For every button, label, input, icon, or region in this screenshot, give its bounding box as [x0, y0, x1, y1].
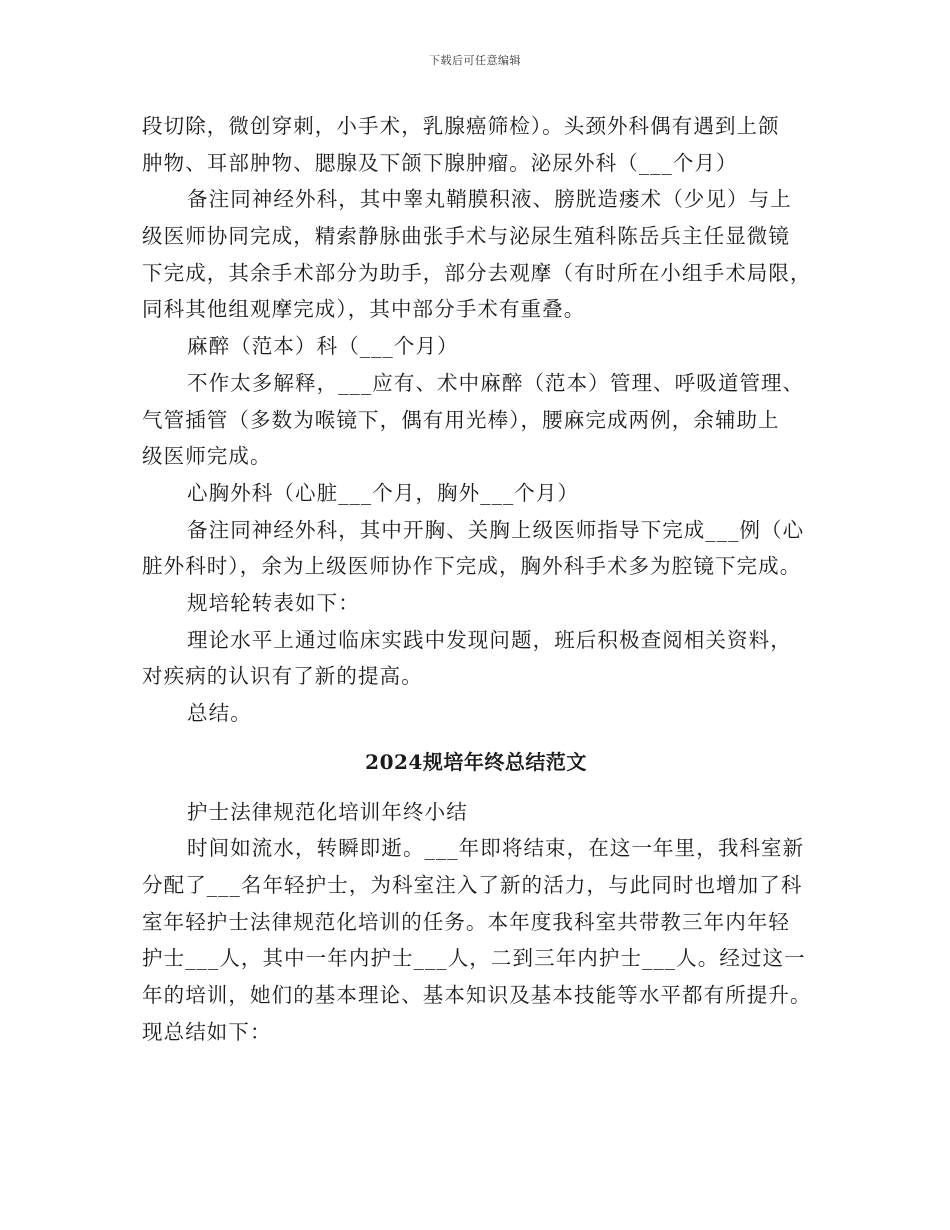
text-line: 时间如流水，转瞬即逝。___年即将结束，在这一年里，我科室新: [187, 836, 805, 861]
text-line: 年的培训，她们的基本理论、基本知识及基本技能等水平都有所提升。: [142, 983, 812, 1008]
text-line: 理论水平上通过临床实践中发现问题，班后积极查阅相关资料，: [187, 627, 792, 652]
text-line: 级医师协同完成，精索静脉曲张手术与泌尿生殖科陈岳兵主任显微镜: [142, 224, 790, 249]
document-body: [142, 108, 810, 1051]
text-line: 总结。: [187, 701, 252, 725]
text-line: 气管插管（多数为喉镜下，偶有用光棒），腰麻完成两例，余辅助上: [142, 407, 780, 432]
section-rotation-summary: [142, 108, 810, 732]
text-line: 护士法律规范化培训年终小结: [187, 799, 468, 824]
text-line: 室年轻护士法律规范化培训的任务。本年度我科室共带教三年内年轻: [142, 909, 790, 934]
text-line: 同科其他组观摩完成），其中部分手术有重叠。: [142, 297, 586, 322]
section-nurse-training: [142, 794, 810, 1051]
text-line: 级医师完成。: [142, 444, 272, 469]
page-header: 下载后可任意编辑: [429, 54, 521, 67]
text-line: 心胸外科（心脏___个月，胸外___个月）: [187, 480, 580, 505]
text-line: 护士___人，其中一年内护士___人，二到三年内护士___人。经过这一: [142, 946, 806, 971]
text-line: 不作太多解释，___应有、术中麻醉（范本）管理、呼吸道管理、: [187, 370, 805, 395]
text-line: 段切除，微创穿刺，小手术，乳腺癌筛检）。头颈外科偶有遇到上颌: [142, 114, 780, 138]
text-line: 分配了___名年轻护士，为科室注入了新的活力，与此同时也增加了科: [142, 873, 803, 898]
text-line: 现总结如下：: [142, 1019, 272, 1044]
text-line: 规培轮转表如下：: [187, 590, 360, 615]
text-line: 脏外科时），余为上级医师协作下完成，胸外科手术多为腔镜下完成。: [142, 554, 802, 579]
text-line: 肿物、耳部肿物、腮腺及下颌下腺肿瘤。泌尿外科（___个月）: [142, 150, 738, 175]
text-line: 下完成，其余手术部分为助手，部分去观摩（有时所在小组手术局限，: [142, 260, 812, 285]
text-line: 备注同神经外科，其中睾丸鞘膜积液、膀胱造瘘术（少见）与上: [187, 187, 792, 212]
document-title: 2024规培年终总结范文: [365, 749, 587, 774]
text-line: 备注同神经外科，其中开胸、关胸上级医师指导下完成___例（心: [187, 517, 805, 542]
text-line: 麻醉（范本）科（___个月）: [187, 334, 459, 359]
text-line: 对疾病的认识有了新的提高。: [142, 664, 423, 689]
